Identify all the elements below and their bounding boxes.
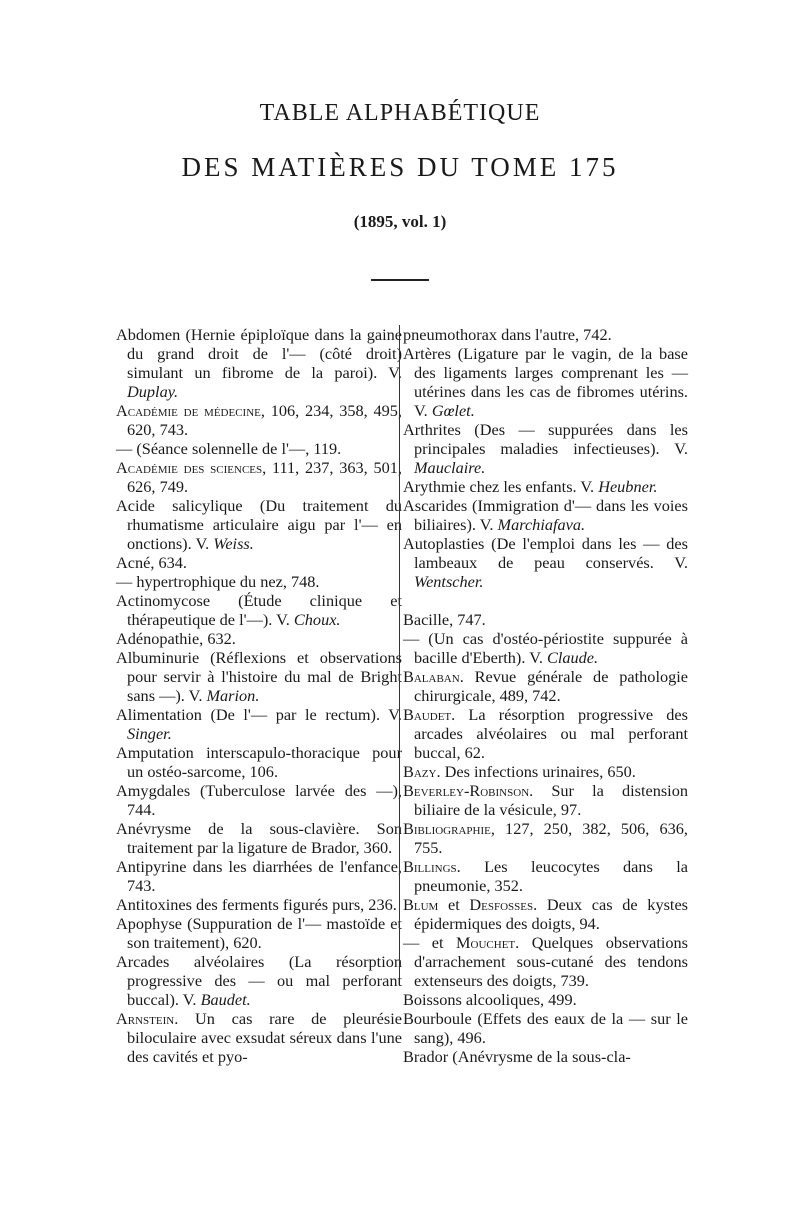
index-entry	[116, 952, 402, 1009]
index-entry	[403, 933, 688, 990]
entry-name: Blum	[403, 895, 439, 914]
page-title: TABLE ALPHABÉTIQUE	[259, 100, 541, 126]
index-entry	[116, 458, 402, 496]
entry-text: Bourboule (Effets des eaux de la — sur le sang), 496.	[403, 1009, 688, 1047]
index-entry	[116, 591, 402, 629]
right-column	[403, 325, 688, 1066]
entry-text: , 111, 237, 363, 501, 626, 749.	[127, 458, 402, 496]
entry-text: Arythmie chez les enfants. V.	[403, 477, 599, 496]
index-entry	[116, 819, 402, 857]
entry-text: Albuminurie (Réflexions et observations pour servir à l'histoire du mal de Bright sans —). V.	[116, 648, 402, 705]
entry-name: Beverley-Robinson	[403, 781, 530, 800]
entry-author: Baudet.	[200, 990, 251, 1009]
index-entry	[403, 895, 688, 933]
year-volume: (1895, vol. 1)	[353, 212, 447, 231]
index-entry	[403, 629, 688, 667]
index-entry	[403, 705, 688, 762]
entry-text: . Des infections urinaires, 650.	[436, 762, 636, 781]
entry-name: Billings	[403, 857, 457, 876]
entry-author: Marchiafava.	[497, 515, 586, 534]
entry-name: Académie de médecine	[116, 401, 261, 420]
entry-name: Mouchet	[456, 933, 516, 952]
entry-text: Actinomycose (Étude clinique et thérapeutique de l'—). V.	[116, 591, 402, 629]
entry-name: Baudet	[403, 705, 452, 724]
entry-text: — (Un cas d'ostéo-périostite suppurée à bacille d'Eberth). V.	[403, 629, 688, 667]
entry-text: Adénopathie, 632.	[116, 629, 236, 648]
entry-text: Antipyrine dans les diarrhées de l'enfance, 743.	[116, 857, 402, 895]
entry-text: et	[438, 895, 470, 914]
index-entry	[116, 895, 402, 914]
index-entry	[403, 1009, 688, 1047]
entry-name: Desfosses	[469, 895, 534, 914]
index-entry	[116, 553, 402, 572]
entry-name: Arnstein	[116, 1009, 175, 1028]
index-entry	[403, 344, 688, 420]
index-entry	[116, 572, 402, 591]
column-divider	[399, 325, 400, 978]
left-column	[116, 325, 402, 1066]
index-entry	[116, 439, 402, 458]
index-entry	[403, 819, 688, 857]
index-entry	[403, 496, 688, 534]
entry-text: . Les leucocytes dans la pneumonie, 352.	[414, 857, 688, 895]
entry-text: Artères (Ligature par le vagin, de la base des ligaments larges comprenant les — utérines dans les cas de fibromes utérins. V.	[403, 344, 688, 420]
entry-text: Amygdales (Tuberculose larvée des —), 744.	[116, 781, 402, 819]
entry-author: Wentscher.	[414, 572, 484, 591]
index-entry	[403, 534, 688, 591]
entry-text: Bacille, 747.	[403, 610, 486, 629]
entry-text: Ascarides (Immigration d'— dans les voies biliaires). V.	[403, 496, 688, 534]
index-entry	[403, 762, 688, 781]
entry-text: , 106, 234, 358, 495, 620, 743.	[127, 401, 402, 439]
entry-text: Apophyse (Suppuration de l'— mastoïde et son traitement), 620.	[116, 914, 402, 952]
index-entry	[403, 667, 688, 705]
index-entry	[116, 743, 402, 781]
index-entry	[116, 1009, 402, 1066]
entry-text: . Un cas rare de pleurésie biloculaire avec exsudat séreux dans l'une des cavités et pyo-	[127, 1009, 402, 1066]
title-rule	[371, 279, 429, 281]
index-entry	[403, 781, 688, 819]
entry-author: Mauclaire.	[414, 458, 486, 477]
index-entry	[116, 705, 402, 743]
entry-author: Choux.	[293, 610, 341, 629]
entry-text: . Revue générale de pathologie chirurgicale, 489, 742.	[414, 667, 688, 705]
index-entry	[116, 629, 402, 648]
index-entry	[403, 857, 688, 895]
entry-text: Alimentation (De l'— par le rectum). V.	[116, 705, 402, 724]
entry-text: Autoplasties (De l'emploi dans les — des lambeaux de peau conservés. V.	[403, 534, 688, 572]
entry-author: Gœlet.	[431, 401, 475, 420]
entry-author: Claude.	[547, 648, 599, 667]
entry-text: Amputation interscapulo-thoracique pour un ostéo-sarcome, 106.	[116, 743, 402, 781]
entry-text: Anévrysme de la sous-clavière. Son traitement par la ligature de Brador, 360.	[116, 819, 402, 857]
entry-text: . La résorption progressive des arcades alvéolaires ou mal perforant buccal, 62.	[414, 705, 688, 762]
entry-name: Académie des sciences	[116, 458, 263, 477]
entry-text: Brador (Anévrysme de la sous-cla-	[403, 1047, 631, 1066]
entry-name: Balaban	[403, 667, 460, 686]
entry-text: Acide salicylique (Du traitement du rhumatisme articulaire aigu par l'— en onctions). V.	[116, 496, 402, 553]
entry-text: Arthrites (Des — suppurées dans les principales maladies infectieuses). V.	[403, 420, 688, 458]
entry-author: Weiss.	[213, 534, 254, 553]
index-entry	[403, 420, 688, 477]
index-entry	[403, 325, 688, 344]
index-entry	[116, 781, 402, 819]
entry-text: pneumothorax dans l'autre, 742.	[403, 325, 612, 344]
entry-author: Heubner.	[598, 477, 658, 496]
index-entry	[403, 990, 688, 1009]
entry-text: Antitoxines des ferments figurés purs, 236.	[116, 895, 397, 914]
entry-text: Abdomen (Hernie épiploïque dans la gaine du grand droit de l'— (côté droit) simulant un fibrome de la paroi). V.	[116, 325, 402, 382]
entry-text: . Sur la distension biliaire de la vésicule, 97.	[414, 781, 688, 819]
index-entry	[403, 610, 688, 629]
index-entry	[403, 477, 688, 496]
entry-text: . Deux cas de kystes épidermiques des doigts, 94.	[414, 895, 689, 933]
index-entry	[116, 914, 402, 952]
entry-author: Duplay.	[127, 382, 179, 401]
entry-name: Bibliographie	[403, 819, 491, 838]
index-entry	[116, 496, 402, 553]
entry-author: Marion.	[206, 686, 260, 705]
entry-text: Arcades alvéolaires (La résorption progressive des — ou mal perforant buccal). V.	[116, 952, 402, 1009]
entry-text: — et	[403, 933, 457, 952]
page-subtitle: DES MATIÈRES DU TOME 175	[181, 152, 619, 182]
index-entry	[116, 857, 402, 895]
entry-text: Acné, 634.	[116, 553, 187, 572]
entry-text: , 127, 250, 382, 506, 636, 755.	[414, 819, 688, 857]
entry-author: Singer.	[127, 724, 172, 743]
index-entry	[116, 401, 402, 439]
index-entry	[403, 1047, 688, 1066]
entry-text: — (Séance solennelle de l'—, 119.	[116, 439, 342, 458]
index-entry	[116, 325, 402, 401]
entry-text: Boissons alcooliques, 499.	[403, 990, 577, 1009]
index-entry	[116, 648, 402, 705]
entry-text: — hypertrophique du nez, 748.	[116, 572, 320, 591]
entry-text: . Quelques observations d'arrachement sous-cutané des tendons extenseurs des doigts, 739.	[414, 933, 689, 990]
entry-name: Bazy	[403, 762, 437, 781]
